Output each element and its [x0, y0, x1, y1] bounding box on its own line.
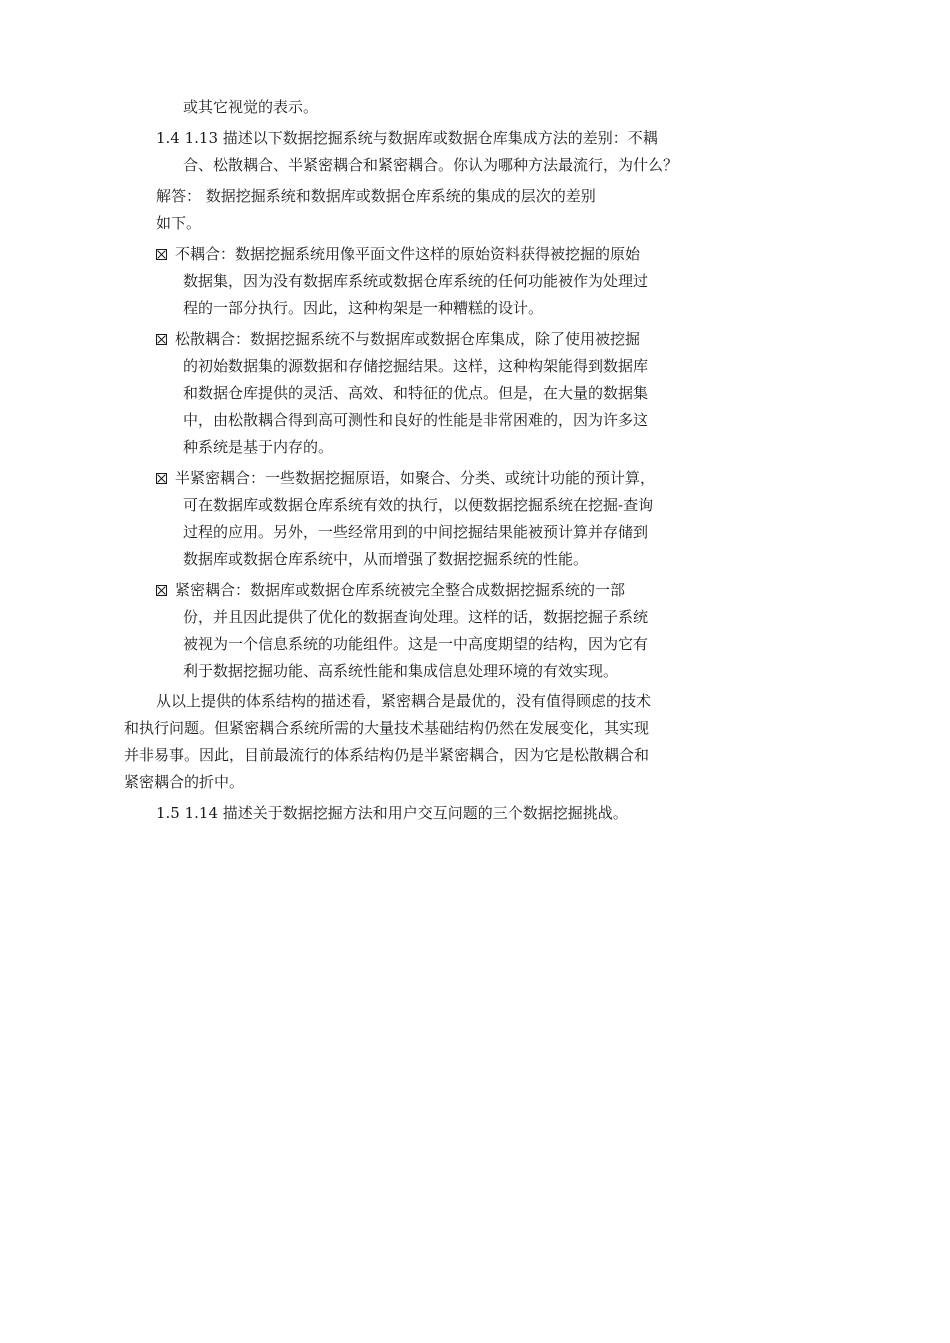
bullet-text: 份，并且因此提供了优化的数据查询处理。这样的话，数据挖掘子系统 [183, 608, 649, 626]
bullet-text: 利于数据挖掘功能、高系统性能和集成信息处理环境的有效实现。 [183, 662, 619, 680]
bullet-text: 过程的应用。另外，一些经常用到的中间挖掘结果能被预计算并存储到 [183, 523, 649, 541]
bullet-item-loose-coupling [156, 329, 640, 351]
question-heading-cont: 合、松散耦合、半紧密耦合和紧密耦合。你认为哪种方法最流行，为什么？ [183, 156, 679, 174]
question-heading: 1.4 1.13 描述以下数据挖掘系统与数据库或数据仓库集成方法的差别：不耦 [156, 129, 658, 147]
answer-intro: 解答： 数据挖掘系统和数据库或数据仓库系统的集成的层次的差别 [156, 187, 596, 205]
checkbox-x-icon [156, 249, 167, 260]
bullet-text: 紧密耦合：数据库或数据仓库系统被完全整合成数据挖掘系统的一部 [175, 581, 626, 599]
bullet-text: 被视为一个信息系统的功能组件。这是一中高度期望的结构，因为它有 [183, 635, 649, 653]
paragraph-line: 紧密耦合的折中。 [124, 773, 245, 791]
bullet-text: 的初始数据集的源数据和存储挖掘结果。这样，这种构架能得到数据库 [183, 357, 649, 375]
paragraph-line: 并非易事。因此，目前最流行的体系结构仍是半紧密耦合，因为它是松散耦合和 [124, 746, 650, 764]
bullet-text: 程的一部分执行。因此，这种构架是一种糟糕的设计。 [183, 299, 544, 317]
bullet-text: 中，由松散耦合得到高可测性和良好的性能是非常困难的，因为许多这 [183, 411, 649, 429]
bullet-text: 可在数据库或数据仓库系统有效的执行，以便数据挖掘系统在挖掘-查询 [183, 496, 654, 514]
paragraph-line: 和执行问题。但紧密耦合系统所需的大量技术基础结构仍然在发展变化，其实现 [124, 719, 650, 737]
paragraph-line: 从以上提供的体系结构的描述看，紧密耦合是最优的，没有值得顾虑的技术 [156, 692, 652, 710]
bullet-text: 不耦合：数据挖掘系统用像平面文件这样的原始资料获得被挖掘的原始 [175, 245, 641, 263]
checkbox-x-icon [156, 473, 167, 484]
bullet-text: 半紧密耦合：一些数据挖掘原语，如聚合、分类、或统计功能的预计算， [175, 469, 656, 487]
bullet-item-semi-tight-coupling [156, 468, 655, 490]
next-question-heading: 1.5 1.14 描述关于数据挖掘方法和用户交互问题的三个数据挖掘挑战。 [156, 804, 628, 822]
bullet-text: 数据集，因为没有数据库系统或数据仓库系统的任何功能被作为处理过 [183, 272, 649, 290]
answer-intro-cont: 如下。 [156, 214, 202, 232]
bullet-item-tight-coupling [156, 580, 625, 602]
bullet-text: 数据库或数据仓库系统中，从而增强了数据挖掘系统的性能。 [183, 550, 589, 568]
checkbox-x-icon [156, 334, 167, 345]
bullet-text: 种系统是基于内存的。 [183, 438, 334, 456]
text-line: 或其它视觉的表示。 [183, 98, 319, 116]
bullet-item-no-coupling [156, 244, 640, 266]
bullet-text: 和数据仓库提供的灵活、高效、和特征的优点。但是，在大量的数据集 [183, 384, 649, 402]
bullet-text: 松散耦合：数据挖掘系统不与数据库或数据仓库集成，除了使用被挖掘 [175, 330, 641, 348]
checkbox-x-icon [156, 585, 167, 596]
